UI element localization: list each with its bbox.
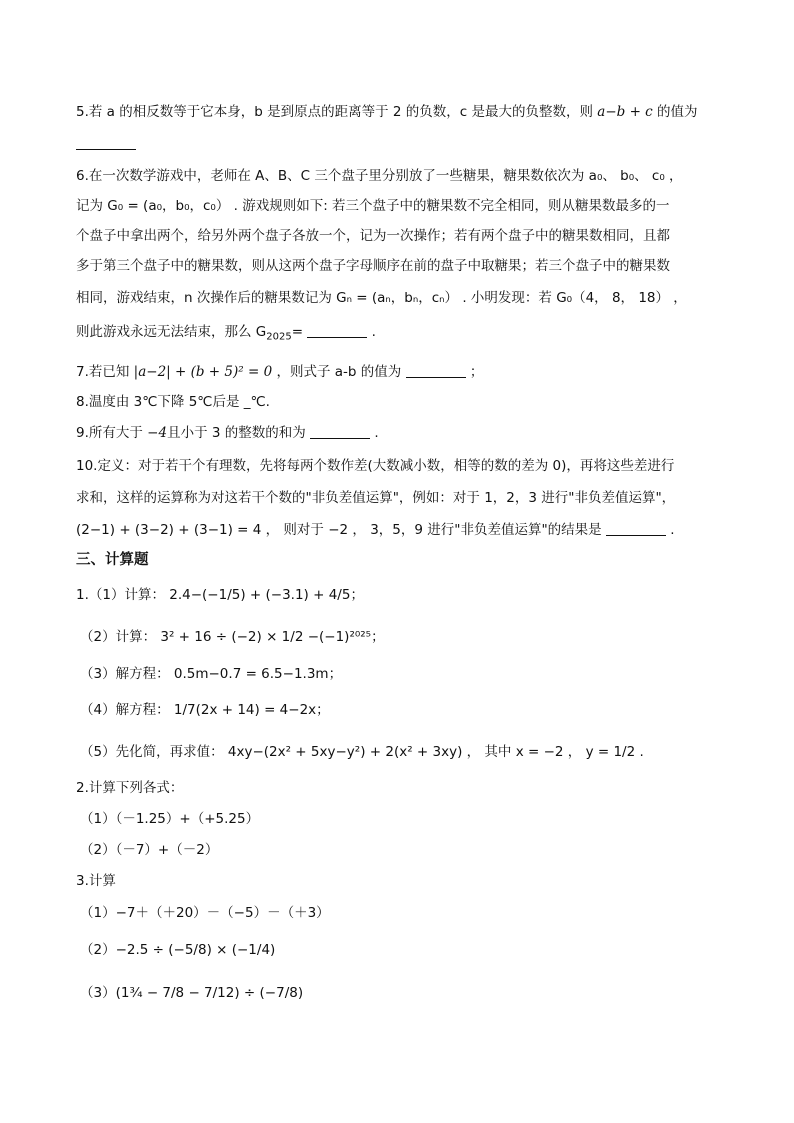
calc-1-part-2: （2）计算： 3² + 16 ÷ (−2) × 1/2 −(−1)²⁰²⁵；	[80, 629, 385, 645]
answer-blank	[406, 363, 466, 378]
calc-1-part-1: 1.（1）计算： 2.4−(−1/5) + (−3.1) + 4/5；	[76, 587, 364, 603]
question-5-tail: 的值为	[657, 104, 698, 120]
calc-2-part-1: （1）（－1.25）+（+5.25）	[80, 811, 260, 827]
question-6-equals: =	[291, 324, 308, 340]
question-6-line-3: 个盘子中拿出两个，给另外两个盘子各放一个，记为一次操作；若有两个盘子中的糖果数相同，且都	[76, 228, 670, 244]
question-7-expression: |a−2| + (b + 5)² = 0	[133, 364, 273, 380]
answer-blank	[307, 323, 367, 338]
question-10-line-2: 求和，这样的运算称为对这若干个数的"非负差值运算"，例如：对于 1，2，3 进行"非负差值运算"，	[76, 490, 676, 506]
question-10-end: .	[665, 522, 675, 538]
question-7-text: 7.若已知	[76, 364, 134, 380]
question-7-tail: ，则式子 a-b 的值为	[276, 364, 406, 380]
question-6-end: .	[367, 324, 376, 340]
calc-3-part-3: （3）(1¾ − 7/8 − 7/12) ÷ (−7/8)	[80, 985, 304, 1001]
question-10-line-1: 10.定义：对于若干个有理数，先将每两个数作差(大数减小数，相等的数的差为 0)，再将这些差进行	[76, 458, 675, 474]
question-5	[76, 102, 698, 122]
question-7	[76, 362, 483, 382]
question-6-line-6	[76, 322, 376, 348]
question-6-subscript: 2025	[266, 331, 292, 343]
question-5-expression: a−b + c	[597, 104, 653, 120]
question-9-tail: 且小于 3 的整数的和为	[167, 425, 311, 441]
calc-1-part-4: （4）解方程： 1/7(2x + 14) = 4−2x；	[80, 702, 330, 718]
section-title: 三、计算题	[76, 552, 149, 568]
question-5-answer-blank	[76, 134, 136, 154]
calc-3-part-1: （1）−7＋（＋20）－（−5）－（＋3）	[80, 905, 330, 921]
question-5-text: 5.若 a 的相反数等于它本身，b 是到原点的距离等于 2 的负数，c 是最大的负整数，则	[76, 104, 593, 120]
question-6-line-1: 6.在一次数学游戏中，老师在 A、B、C 三个盘子里分别放了一些糖果，糖果数依次为 a₀、 b₀、 c₀ ，	[76, 168, 683, 184]
question-9-end: .	[370, 425, 379, 441]
question-8: 8.温度由 3℃下降 5℃后是 _℃.	[76, 394, 270, 410]
question-10-text: (2−1) + (3−2) + (3−1) = 4 ， 则对于 −2 ， 3，5，9 进行"非负差值运算"的结果是	[76, 522, 606, 538]
question-9-expression: −4	[147, 425, 168, 441]
answer-blank	[606, 521, 666, 536]
calc-1-part-3: （3）解方程： 0.5m−0.7 = 6.5−1.3m；	[80, 666, 343, 682]
answer-blank	[76, 135, 136, 150]
calc-3-part-2: （2）−2.5 ÷ (−5/8) × (−1/4)	[80, 942, 276, 958]
calc-2-part-2: （2）（－7）+（－2）	[80, 842, 219, 858]
question-6-text: 则此游戏永远无法结束，那么 G	[76, 324, 267, 340]
calc-3-title: 3.计算	[76, 873, 116, 889]
calc-1-part-5: （5）先化简，再求值： 4xy−(2x² + 5xy−y²) + 2(x² + 3xy) ， 其中 x = −2 ， y = 1/2 .	[80, 744, 644, 760]
answer-blank	[310, 424, 370, 439]
question-10-line-3	[76, 520, 675, 540]
question-6-line-4: 多于第三个盘子中的糖果数，则从这两个盘子字母顺序在前的盘子中取糖果；若三个盘子中的糖果数	[76, 258, 670, 274]
calc-2-title: 2.计算下列各式：	[76, 780, 184, 796]
question-9-text: 9.所有大于	[76, 425, 148, 441]
question-7-end: ；	[465, 364, 484, 380]
question-6-line-5: 相同，游戏结束，n 次操作后的糖果数记为 Gₙ = (aₙ，bₙ，cₙ） . 小明发现：若 G₀（4， 8， 18） ，	[76, 290, 687, 306]
question-9	[76, 423, 379, 443]
question-6-line-2: 记为 G₀ = (a₀，b₀，c₀） . 游戏规则如下: 若三个盘子中的糖果数不完全相同，则从糖果数最多的一	[76, 198, 670, 214]
